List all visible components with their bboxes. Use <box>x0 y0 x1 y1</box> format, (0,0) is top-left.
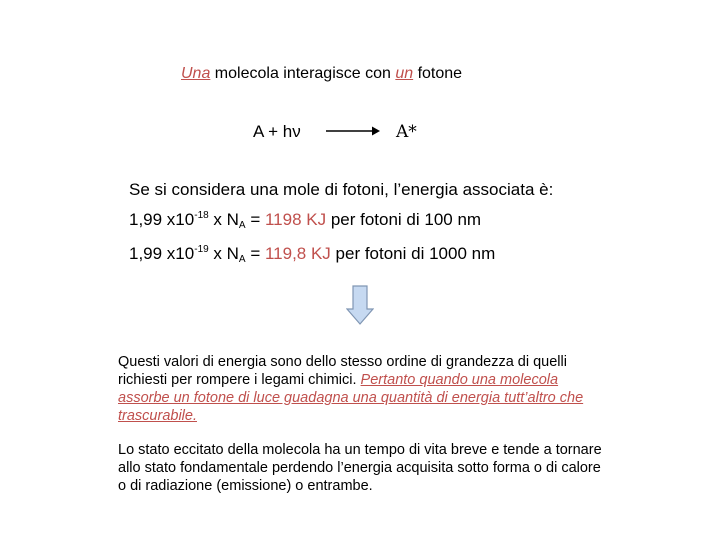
eq-prefix: 1,99 x10 <box>129 210 195 229</box>
paragraph1-plain: Questi valori di energia sono dello stesso ordine di grandezza di quelli richiesti per rompere i legami chimici. <box>118 354 567 388</box>
reaction-product: A* <box>396 122 417 142</box>
eq-suffix: per fotoni di 100 nm <box>326 210 482 229</box>
eq-prefix: 1,99 x10 <box>129 244 195 263</box>
highlight-una: Una <box>181 65 211 82</box>
reaction-arrow-icon <box>326 124 380 138</box>
paragraph-excited-state: Lo stato eccitato della molecola ha un tempo di vita breve e tende a tornare allo stato fondamentale perdendo l’energia acquisita sotto forma o di calore o di radiazione (emissione) o entrambe. <box>118 442 602 494</box>
eq-mid: x N <box>208 244 239 263</box>
eq-subscript: A <box>238 254 246 265</box>
eq-value: 119,8 KJ <box>264 244 331 263</box>
eq-equals: = <box>245 210 265 229</box>
eq-subscript: A <box>238 220 246 231</box>
paragraph-energy-comparison <box>118 353 608 425</box>
title-mid-text: molecola interagisce con <box>210 65 396 82</box>
eq-suffix: per fotoni di 1000 nm <box>330 244 496 263</box>
eq-equals: = <box>245 244 265 263</box>
paragraph1-highlight: Pertanto quando una molecola assorbe un fotone di luce guadagna una quantità di energia tutt’altro che trascurabile. <box>118 372 584 424</box>
equation-100nm <box>129 210 481 231</box>
mole-sentence: Se si considera una mole di fotoni, l’energia associata è: <box>129 180 554 199</box>
title-line <box>181 65 462 83</box>
highlight-un: un <box>395 65 414 82</box>
eq-mid: x N <box>208 210 239 229</box>
eq-exponent: -18 <box>194 210 209 221</box>
title-end-text: fotone <box>413 65 463 82</box>
eq-value: 1198 KJ <box>264 210 327 229</box>
eq-exponent: -19 <box>194 244 209 255</box>
equation-1000nm <box>129 244 495 265</box>
reaction-reactants: A + hν <box>253 122 301 141</box>
down-arrow-icon <box>346 285 374 325</box>
